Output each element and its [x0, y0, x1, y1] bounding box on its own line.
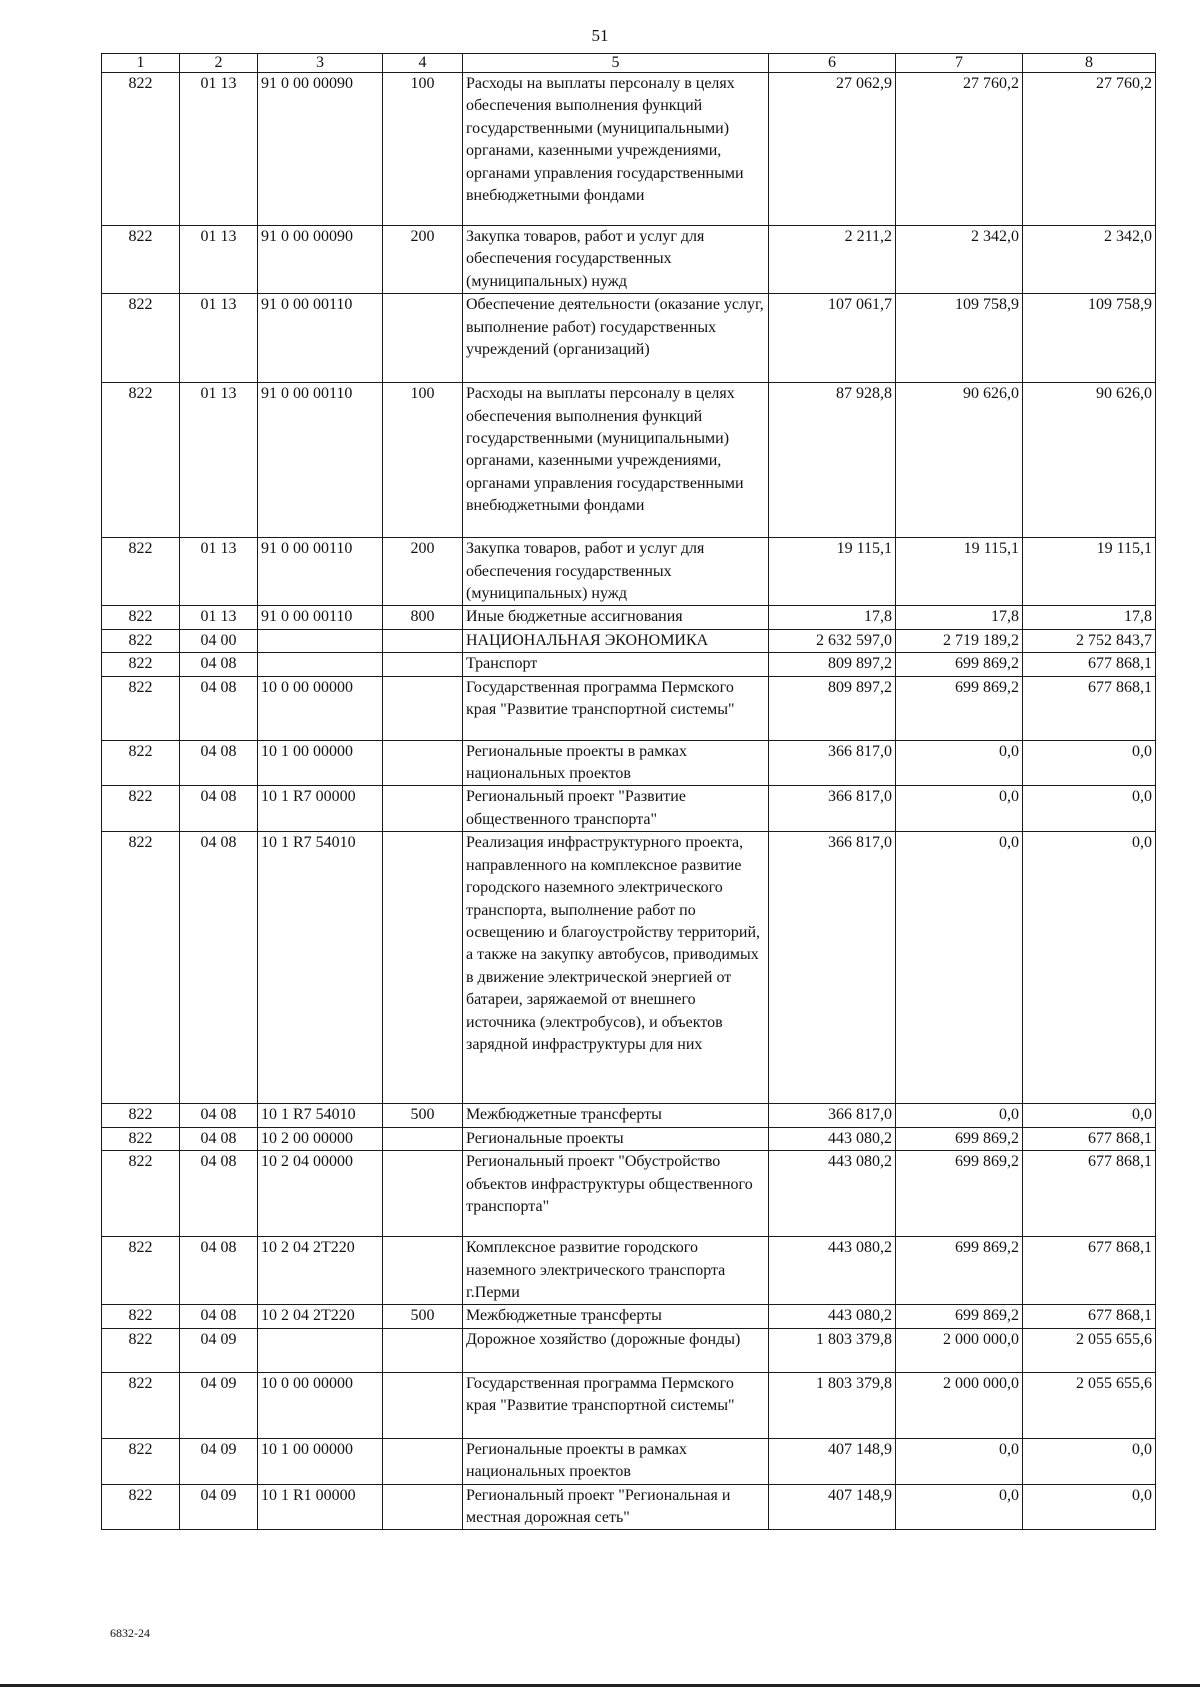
cell-target-article: 10 0 00 00000: [258, 676, 383, 740]
cell-description: Региональные проекты в рамках национальных проектов: [463, 740, 769, 786]
cell-amount-year1: 443 080,2: [769, 1305, 896, 1328]
cell-amount-year1: 107 061,7: [769, 294, 896, 383]
cell-section-code: 01 13: [180, 226, 258, 294]
cell-ministry-code: 822: [102, 629, 180, 652]
column-header: 2: [180, 54, 258, 73]
column-header: 6: [769, 54, 896, 73]
cell-section-code: 04 09: [180, 1484, 258, 1530]
table-row: [102, 676, 1156, 740]
cell-amount-year1: 19 115,1: [769, 538, 896, 606]
cell-description: Региональные проекты в рамках национальных проектов: [463, 1438, 769, 1484]
cell-section-code: 01 13: [180, 383, 258, 538]
cell-amount-year1: 27 062,9: [769, 73, 896, 226]
cell-target-article: 10 2 00 00000: [258, 1127, 383, 1150]
cell-target-article: 10 1 R7 54010: [258, 832, 383, 1104]
cell-amount-year2: 2 342,0: [896, 226, 1023, 294]
cell-description: Расходы на выплаты персоналу в целях обеспечения выполнения функций государственными (муниципальными) органами, казенными учреждениями, органами управления государственными внебюджетными фондами: [463, 383, 769, 538]
cell-target-article: [258, 653, 383, 676]
cell-amount-year2: 0,0: [896, 1484, 1023, 1530]
cell-amount-year1: 366 817,0: [769, 786, 896, 832]
cell-description: Закупка товаров, работ и услуг для обеспечения государственных (муниципальных) нужд: [463, 538, 769, 606]
table-row: [102, 1104, 1156, 1127]
table-row: [102, 383, 1156, 538]
cell-target-article: 10 2 04 2Т220: [258, 1305, 383, 1328]
cell-amount-year2: 0,0: [896, 786, 1023, 832]
cell-ministry-code: 822: [102, 1484, 180, 1530]
cell-amount-year3: 677 868,1: [1023, 1305, 1156, 1328]
cell-amount-year1: 1 803 379,8: [769, 1372, 896, 1438]
cell-amount-year2: 699 869,2: [896, 1237, 1023, 1305]
cell-ministry-code: 822: [102, 653, 180, 676]
cell-expense-type: 500: [383, 1104, 463, 1127]
cell-amount-year3: 677 868,1: [1023, 1127, 1156, 1150]
cell-target-article: 10 1 R7 00000: [258, 786, 383, 832]
table-body: [102, 73, 1156, 1530]
cell-amount-year3: 0,0: [1023, 740, 1156, 786]
cell-target-article: 10 1 00 00000: [258, 740, 383, 786]
cell-amount-year1: 366 817,0: [769, 832, 896, 1104]
cell-amount-year3: 677 868,1: [1023, 1237, 1156, 1305]
cell-section-code: 01 13: [180, 73, 258, 226]
cell-description: Межбюджетные трансферты: [463, 1305, 769, 1328]
table-row: [102, 1328, 1156, 1372]
cell-amount-year3: 0,0: [1023, 1104, 1156, 1127]
table-row: [102, 538, 1156, 606]
cell-amount-year1: 407 148,9: [769, 1438, 896, 1484]
cell-ministry-code: 822: [102, 786, 180, 832]
cell-amount-year2: 699 869,2: [896, 1151, 1023, 1237]
cell-expense-type: [383, 832, 463, 1104]
cell-amount-year3: 2 055 655,6: [1023, 1372, 1156, 1438]
column-header: 7: [896, 54, 1023, 73]
cell-description: Дорожное хозяйство (дорожные фонды): [463, 1328, 769, 1372]
table-row: [102, 629, 1156, 652]
cell-section-code: 04 09: [180, 1372, 258, 1438]
page-bottom-border: [0, 1684, 1200, 1687]
cell-ministry-code: 822: [102, 1104, 180, 1127]
cell-amount-year1: 366 817,0: [769, 740, 896, 786]
cell-amount-year1: 2 211,2: [769, 226, 896, 294]
cell-expense-type: [383, 1151, 463, 1237]
cell-ministry-code: 822: [102, 832, 180, 1104]
cell-section-code: 04 08: [180, 1104, 258, 1127]
cell-target-article: 91 0 00 00090: [258, 226, 383, 294]
cell-section-code: 04 08: [180, 832, 258, 1104]
table-row: [102, 786, 1156, 832]
cell-amount-year3: 677 868,1: [1023, 676, 1156, 740]
cell-amount-year3: 677 868,1: [1023, 653, 1156, 676]
cell-description: Региональный проект "Обустройство объектов инфраструктуры общественного транспорта": [463, 1151, 769, 1237]
cell-target-article: 10 1 R7 54010: [258, 1104, 383, 1127]
table-row: [102, 294, 1156, 383]
cell-target-article: 10 1 R1 00000: [258, 1484, 383, 1530]
cell-amount-year2: 0,0: [896, 1438, 1023, 1484]
cell-amount-year1: 17,8: [769, 606, 896, 629]
cell-target-article: 10 2 04 00000: [258, 1151, 383, 1237]
cell-ministry-code: 822: [102, 226, 180, 294]
cell-amount-year2: 699 869,2: [896, 1127, 1023, 1150]
cell-amount-year1: 2 632 597,0: [769, 629, 896, 652]
cell-target-article: 91 0 00 00110: [258, 606, 383, 629]
cell-target-article: [258, 629, 383, 652]
table-row: [102, 1305, 1156, 1328]
cell-amount-year2: 699 869,2: [896, 653, 1023, 676]
cell-amount-year1: 809 897,2: [769, 676, 896, 740]
cell-amount-year2: 17,8: [896, 606, 1023, 629]
cell-ministry-code: 822: [102, 1328, 180, 1372]
cell-amount-year2: 27 760,2: [896, 73, 1023, 226]
cell-expense-type: [383, 1484, 463, 1530]
cell-ministry-code: 822: [102, 1151, 180, 1237]
cell-target-article: 91 0 00 00090: [258, 73, 383, 226]
cell-amount-year2: 109 758,9: [896, 294, 1023, 383]
cell-target-article: 10 1 00 00000: [258, 1438, 383, 1484]
cell-section-code: 01 13: [180, 294, 258, 383]
cell-description: Государственная программа Пермского края "Развитие транспортной системы": [463, 1372, 769, 1438]
cell-amount-year1: 1 803 379,8: [769, 1328, 896, 1372]
cell-ministry-code: 822: [102, 538, 180, 606]
document-code: 6832-24: [110, 1626, 150, 1640]
cell-amount-year3: 0,0: [1023, 786, 1156, 832]
cell-expense-type: [383, 786, 463, 832]
cell-expense-type: [383, 653, 463, 676]
cell-description: Межбюджетные трансферты: [463, 1104, 769, 1127]
column-header: 3: [258, 54, 383, 73]
cell-amount-year3: 2 752 843,7: [1023, 629, 1156, 652]
cell-ministry-code: 822: [102, 1237, 180, 1305]
cell-section-code: 04 08: [180, 676, 258, 740]
cell-expense-type: [383, 1127, 463, 1150]
table-row: [102, 226, 1156, 294]
cell-amount-year3: 19 115,1: [1023, 538, 1156, 606]
cell-expense-type: [383, 1372, 463, 1438]
cell-description: Региональные проекты: [463, 1127, 769, 1150]
table-row: [102, 606, 1156, 629]
cell-section-code: 04 00: [180, 629, 258, 652]
cell-amount-year1: 407 148,9: [769, 1484, 896, 1530]
cell-amount-year2: 2 719 189,2: [896, 629, 1023, 652]
table-header: [102, 54, 1156, 73]
cell-description: НАЦИОНАЛЬНАЯ ЭКОНОМИКА: [463, 629, 769, 652]
column-header: 5: [463, 54, 769, 73]
cell-expense-type: [383, 629, 463, 652]
cell-amount-year3: 0,0: [1023, 1438, 1156, 1484]
cell-ministry-code: 822: [102, 383, 180, 538]
table-row: [102, 653, 1156, 676]
table-row: [102, 1484, 1156, 1530]
cell-ministry-code: 822: [102, 740, 180, 786]
cell-section-code: 01 13: [180, 538, 258, 606]
cell-amount-year3: 0,0: [1023, 1484, 1156, 1530]
cell-expense-type: 800: [383, 606, 463, 629]
cell-description: Государственная программа Пермского края "Развитие транспортной системы": [463, 676, 769, 740]
column-header: 4: [383, 54, 463, 73]
table-row: [102, 1127, 1156, 1150]
cell-expense-type: [383, 1438, 463, 1484]
cell-amount-year2: 699 869,2: [896, 1305, 1023, 1328]
cell-section-code: 04 09: [180, 1328, 258, 1372]
cell-amount-year2: 90 626,0: [896, 383, 1023, 538]
cell-section-code: 04 08: [180, 1237, 258, 1305]
cell-ministry-code: 822: [102, 676, 180, 740]
cell-amount-year2: 2 000 000,0: [896, 1372, 1023, 1438]
cell-amount-year1: 443 080,2: [769, 1237, 896, 1305]
cell-expense-type: 200: [383, 538, 463, 606]
cell-target-article: [258, 1328, 383, 1372]
table-row: [102, 1237, 1156, 1305]
cell-section-code: 01 13: [180, 606, 258, 629]
table-row: [102, 740, 1156, 786]
cell-expense-type: [383, 1237, 463, 1305]
cell-expense-type: [383, 294, 463, 383]
cell-amount-year2: 19 115,1: [896, 538, 1023, 606]
cell-amount-year3: 27 760,2: [1023, 73, 1156, 226]
cell-description: Транспорт: [463, 653, 769, 676]
cell-amount-year2: 0,0: [896, 832, 1023, 1104]
cell-description: Региональный проект "Региональная и местная дорожная сеть": [463, 1484, 769, 1530]
cell-section-code: 04 08: [180, 1305, 258, 1328]
table-row: [102, 73, 1156, 226]
cell-expense-type: [383, 676, 463, 740]
cell-description: Расходы на выплаты персоналу в целях обеспечения выполнения функций государственными (муниципальными) органами, казенными учреждениями, органами управления государственными внебюджетными фондами: [463, 73, 769, 226]
cell-amount-year2: 0,0: [896, 1104, 1023, 1127]
cell-amount-year1: 443 080,2: [769, 1127, 896, 1150]
cell-amount-year3: 90 626,0: [1023, 383, 1156, 538]
cell-target-article: 10 2 04 2Т220: [258, 1237, 383, 1305]
cell-expense-type: [383, 1328, 463, 1372]
cell-ministry-code: 822: [102, 606, 180, 629]
cell-amount-year3: 2 342,0: [1023, 226, 1156, 294]
cell-ministry-code: 822: [102, 1127, 180, 1150]
cell-ministry-code: 822: [102, 1372, 180, 1438]
cell-amount-year3: 17,8: [1023, 606, 1156, 629]
cell-target-article: 10 0 00 00000: [258, 1372, 383, 1438]
cell-description: Обеспечение деятельности (оказание услуг, выполнение работ) государственных учреждений (организаций): [463, 294, 769, 383]
cell-amount-year3: 2 055 655,6: [1023, 1328, 1156, 1372]
cell-description: Реализация инфраструктурного проекта, направленного на комплексное развитие городского наземного электрического транспорта, выполнение работ по освещению и благоустройству территорий, а также на закупку автобусов, приводимых в движение электрической энергией от батареи, заряжаемой от внешнего источника (электробусов), и объектов зарядной инфраструктуры для них: [463, 832, 769, 1104]
cell-expense-type: 500: [383, 1305, 463, 1328]
table-row: [102, 1372, 1156, 1438]
budget-table: [101, 53, 1156, 1530]
cell-amount-year1: 366 817,0: [769, 1104, 896, 1127]
cell-description: Закупка товаров, работ и услуг для обеспечения государственных (муниципальных) нужд: [463, 226, 769, 294]
header-row: [102, 54, 1156, 73]
page-number: 51: [591, 26, 609, 45]
cell-amount-year2: 0,0: [896, 740, 1023, 786]
cell-target-article: 91 0 00 00110: [258, 538, 383, 606]
cell-amount-year3: 677 868,1: [1023, 1151, 1156, 1237]
cell-amount-year3: 0,0: [1023, 832, 1156, 1104]
cell-expense-type: 100: [383, 73, 463, 226]
cell-section-code: 04 08: [180, 653, 258, 676]
cell-ministry-code: 822: [102, 294, 180, 383]
cell-amount-year2: 699 869,2: [896, 676, 1023, 740]
column-header: 8: [1023, 54, 1156, 73]
cell-ministry-code: 822: [102, 73, 180, 226]
cell-ministry-code: 822: [102, 1305, 180, 1328]
cell-amount-year1: 809 897,2: [769, 653, 896, 676]
cell-target-article: 91 0 00 00110: [258, 383, 383, 538]
cell-section-code: 04 08: [180, 1127, 258, 1150]
table-row: [102, 1438, 1156, 1484]
cell-target-article: 91 0 00 00110: [258, 294, 383, 383]
column-header: 1: [102, 54, 180, 73]
cell-amount-year1: 87 928,8: [769, 383, 896, 538]
cell-section-code: 04 08: [180, 1151, 258, 1237]
cell-amount-year3: 109 758,9: [1023, 294, 1156, 383]
cell-expense-type: 100: [383, 383, 463, 538]
cell-expense-type: 200: [383, 226, 463, 294]
cell-description: Иные бюджетные ассигнования: [463, 606, 769, 629]
table-row: [102, 1151, 1156, 1237]
cell-ministry-code: 822: [102, 1438, 180, 1484]
cell-section-code: 04 08: [180, 786, 258, 832]
cell-section-code: 04 09: [180, 1438, 258, 1484]
cell-amount-year2: 2 000 000,0: [896, 1328, 1023, 1372]
cell-description: Региональный проект "Развитие общественного транспорта": [463, 786, 769, 832]
cell-section-code: 04 08: [180, 740, 258, 786]
cell-amount-year1: 443 080,2: [769, 1151, 896, 1237]
table-row: [102, 832, 1156, 1104]
cell-description: Комплексное развитие городского наземного электрического транспорта г.Перми: [463, 1237, 769, 1305]
cell-expense-type: [383, 740, 463, 786]
